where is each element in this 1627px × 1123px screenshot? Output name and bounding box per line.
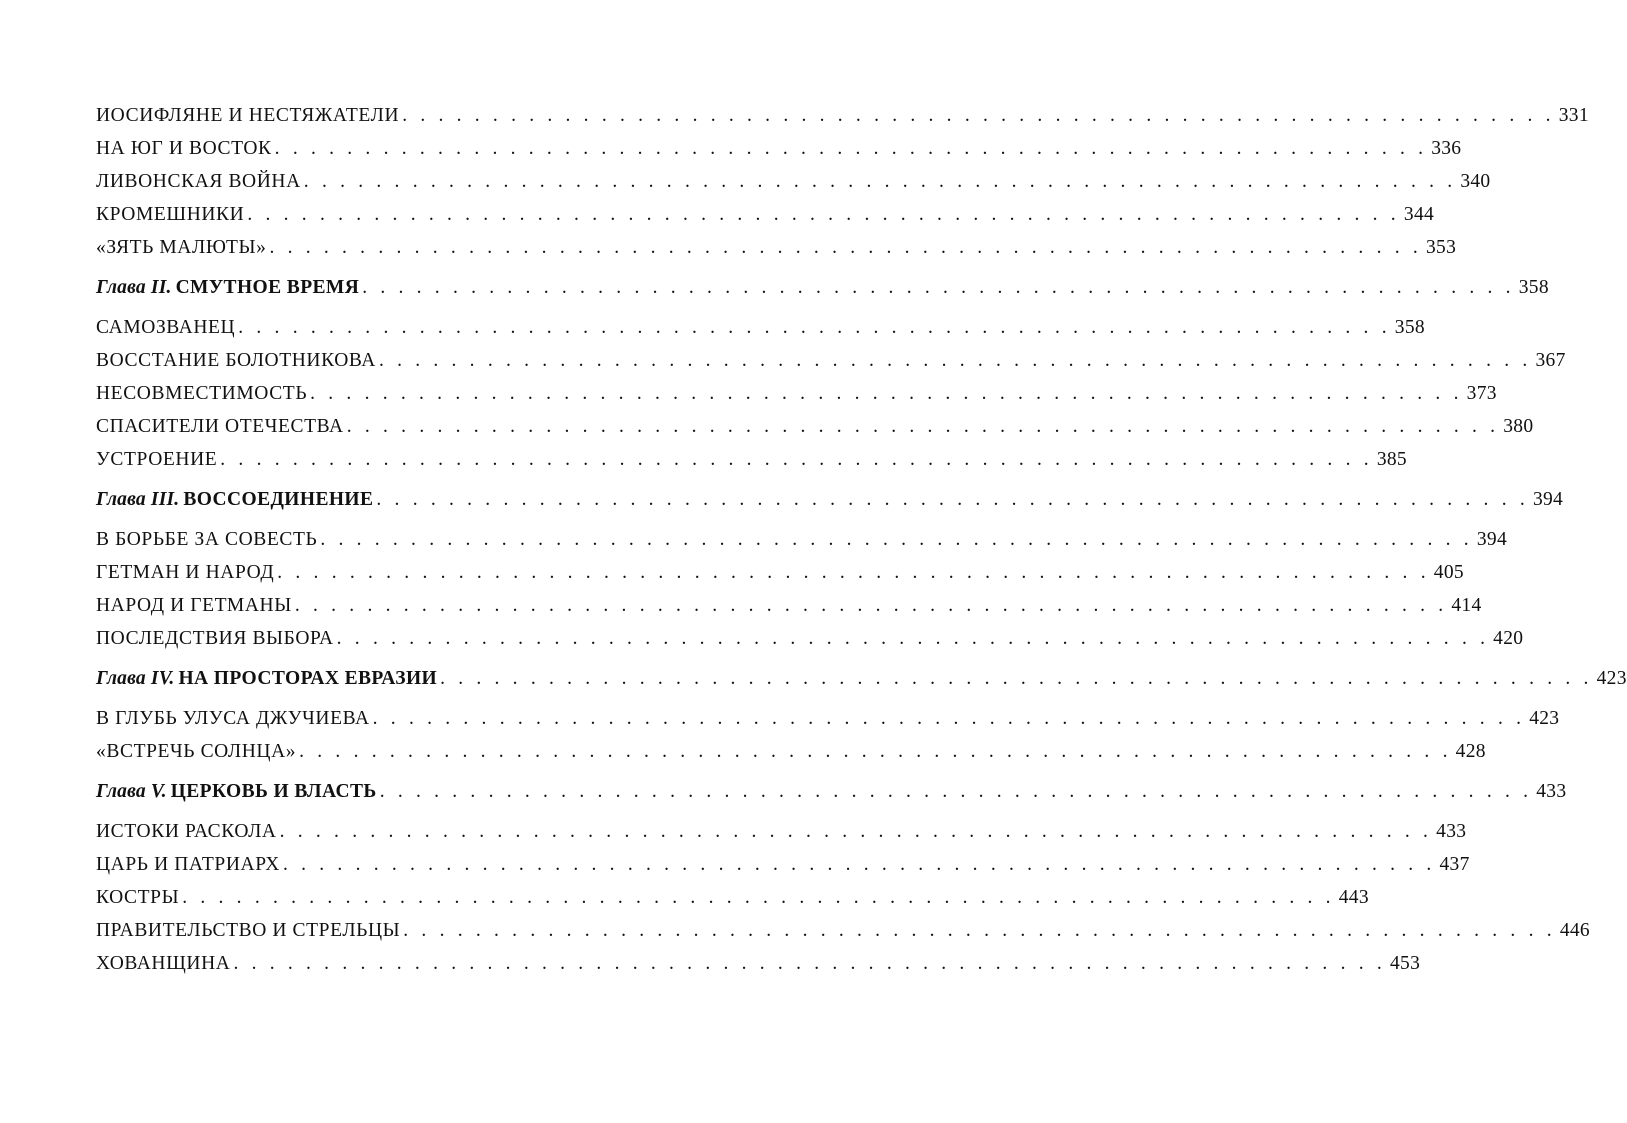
chapter-page: 423 [1596, 668, 1627, 689]
toc-entry-title: ХОВАНЩИНА [96, 953, 231, 974]
leader-dots: . . . . . . . . . . . . . . . . . . . . . . . . . . . . . . . . . . . . . . . . . . . . . . . . . . . . . . . . . . . . . . . . [282, 854, 1436, 875]
toc-entry-page: 331 [1558, 105, 1589, 126]
toc-entry-title: САМОЗВАНЕЦ [96, 317, 236, 338]
leader-dots: . . . . . . . . . . . . . . . . . . . . . . . . . . . . . . . . . . . . . . . . . . . . . . . . . . . . . . . . . . . . . . . . [269, 237, 1422, 258]
toc-entry[interactable] [96, 815, 1467, 848]
toc-entry-page: 405 [1433, 562, 1464, 583]
toc-entry[interactable] [96, 311, 1425, 344]
chapter-number: Глава IV. [96, 668, 175, 689]
toc-entry[interactable] [96, 231, 1457, 264]
leader-dots: . . . . . . . . . . . . . . . . . . . . . . . . . . . . . . . . . . . . . . . . . . . . . . . . . . . . . . . . . . . . . . . . [379, 781, 1533, 802]
toc-entry[interactable] [96, 99, 1589, 132]
chapter-name: ВОССОЕДИНЕНИЕ [183, 489, 374, 510]
toc-entry[interactable] [96, 947, 1421, 980]
toc-entry-title: ГЕТМАН И НАРОД [96, 562, 275, 583]
toc-entry-page: 423 [1529, 708, 1560, 729]
chapter-title [96, 775, 377, 808]
toc-entry[interactable] [96, 344, 1566, 377]
table-of-contents [96, 99, 1627, 980]
toc-entry-page: 443 [1338, 887, 1369, 908]
toc-entry-title: КРОМЕШНИКИ [96, 204, 245, 225]
toc-entry-title: УСТРОЕНИЕ [96, 449, 218, 470]
leader-dots: . . . . . . . . . . . . . . . . . . . . . . . . . . . . . . . . . . . . . . . . . . . . . . . . . . . . . . . . . . . . . . . . [372, 708, 1526, 729]
leader-dots: . . . . . . . . . . . . . . . . . . . . . . . . . . . . . . . . . . . . . . . . . . . . . . . . . . . . . . . . . . . . . . . . [279, 821, 1433, 842]
leader-dots: . . . . . . . . . . . . . . . . . . . . . . . . . . . . . . . . . . . . . . . . . . . . . . . . . . . . . . . . . . . . . . . . [362, 277, 1515, 298]
leader-dots: . . . . . . . . . . . . . . . . . . . . . . . . . . . . . . . . . . . . . . . . . . . . . . . . . . . . . . . . . . . . . . . . [274, 138, 1428, 159]
leader-dots: . . . . . . . . . . . . . . . . . . . . . . . . . . . . . . . . . . . . . . . . . . . . . . . . . . . . . . . . . . . . . . . . [376, 489, 1529, 510]
toc-entry[interactable] [96, 881, 1369, 914]
chapter-number: Глава III. [96, 489, 180, 510]
toc-entry-page: 340 [1460, 171, 1491, 192]
toc-entry-page: 414 [1451, 595, 1482, 616]
toc-entry-page: 394 [1476, 529, 1507, 550]
leader-dots: . . . . . . . . . . . . . . . . . . . . . . . . . . . . . . . . . . . . . . . . . . . . . . . . . . . . . . . . . . . . . . . . [336, 628, 1490, 649]
chapter-page: 433 [1536, 781, 1567, 802]
toc-entry-title: НАРОД И ГЕТМАНЫ [96, 595, 292, 616]
chapter-name: ЦЕРКОВЬ И ВЛАСТЬ [170, 781, 377, 802]
toc-entry-page: 367 [1535, 350, 1566, 371]
chapter-heading[interactable] [96, 775, 1567, 808]
leader-dots: . . . . . . . . . . . . . . . . . . . . . . . . . . . . . . . . . . . . . . . . . . . . . . . . . . . . . . . . . . . . . . . . [299, 741, 1452, 762]
toc-entry-page: 385 [1376, 449, 1407, 470]
toc-entry[interactable] [96, 848, 1470, 881]
chapter-page: 358 [1518, 277, 1549, 298]
toc-entry-title: В ГЛУБЬ УЛУСА ДЖУЧИЕВА [96, 708, 370, 729]
chapter-title [96, 662, 437, 695]
toc-entry-page: 453 [1389, 953, 1421, 974]
leader-dots: . . . . . . . . . . . . . . . . . . . . . . . . . . . . . . . . . . . . . . . . . . . . . . . . . . . . . . . . . . . . . . . . [346, 416, 1500, 437]
leader-dots: . . . . . . . . . . . . . . . . . . . . . . . . . . . . . . . . . . . . . . . . . . . . . . . . . . . . . . . . . . . . . . . . [310, 383, 1463, 404]
chapter-name: НА ПРОСТОРАХ ЕВРАЗИИ [178, 668, 438, 689]
toc-entry[interactable] [96, 589, 1482, 622]
toc-entry[interactable] [96, 198, 1435, 231]
toc-entry[interactable] [96, 622, 1524, 655]
toc-entry-page: 358 [1394, 317, 1425, 338]
chapter-heading[interactable] [96, 662, 1627, 695]
leader-dots: . . . . . . . . . . . . . . . . . . . . . . . . . . . . . . . . . . . . . . . . . . . . . . . . . . . . . . . . . . . . . . . . [403, 920, 1556, 941]
toc-entry-title: ВОССТАНИЕ БОЛОТНИКОВА [96, 350, 376, 371]
toc-entry[interactable] [96, 165, 1491, 198]
toc-entry[interactable] [96, 410, 1534, 443]
leader-dots: . . . . . . . . . . . . . . . . . . . . . . . . . . . . . . . . . . . . . . . . . . . . . . . . . . . . . . . . . . . . . . . . [320, 529, 1473, 550]
toc-entry-title: ЦАРЬ И ПАТРИАРХ [96, 854, 280, 875]
toc-entry-page: 437 [1439, 854, 1470, 875]
toc-entry-title: ИСТОКИ РАСКОЛА [96, 821, 277, 842]
toc-entry[interactable] [96, 556, 1464, 589]
toc-group [96, 99, 1589, 264]
toc-entry[interactable] [96, 702, 1560, 735]
toc-entry[interactable] [96, 914, 1590, 947]
chapter-number: Глава V. [96, 781, 167, 802]
toc-entry[interactable] [96, 523, 1507, 556]
chapter-name: СМУТНОЕ ВРЕМЯ [175, 277, 360, 298]
toc-entry-page: 344 [1403, 204, 1435, 225]
leader-dots: . . . . . . . . . . . . . . . . . . . . . . . . . . . . . . . . . . . . . . . . . . . . . . . . . . . . . . . . . . . . . . . . [440, 668, 1593, 689]
toc-group [96, 662, 1627, 768]
toc-group [96, 775, 1590, 980]
toc-entry-page: 433 [1436, 821, 1467, 842]
toc-entry[interactable] [96, 377, 1497, 410]
leader-dots: . . . . . . . . . . . . . . . . . . . . . . . . . . . . . . . . . . . . . . . . . . . . . . . . . . . . . . . . . . . . . . . . [294, 595, 1448, 616]
leader-dots: . . . . . . . . . . . . . . . . . . . . . . . . . . . . . . . . . . . . . . . . . . . . . . . . . . . . . . . . . . . . . . . . [277, 562, 1430, 583]
toc-entry[interactable] [96, 443, 1407, 476]
chapter-heading[interactable] [96, 271, 1549, 304]
toc-entry-title: СПАСИТЕЛИ ОТЕЧЕСТВА [96, 416, 344, 437]
toc-entry-title: НА ЮГ И ВОСТОК [96, 138, 272, 159]
toc-entry-title: ПОСЛЕДСТВИЯ ВЫБОРА [96, 628, 334, 649]
leader-dots: . . . . . . . . . . . . . . . . . . . . . . . . . . . . . . . . . . . . . . . . . . . . . . . . . . . . . . . . . . . . . . . . [378, 350, 1532, 371]
toc-entry-page: 420 [1493, 628, 1524, 649]
leader-dots: . . . . . . . . . . . . . . . . . . . . . . . . . . . . . . . . . . . . . . . . . . . . . . . . . . . . . . . . . . . . . . . . [303, 171, 1457, 192]
toc-group [96, 483, 1564, 655]
toc-entry-title: В БОРЬБЕ ЗА СОВЕСТЬ [96, 529, 318, 550]
toc-entry-page: 373 [1466, 383, 1497, 404]
chapter-title [96, 483, 373, 516]
toc-entry-page: 353 [1425, 237, 1457, 258]
toc-entry-title: ИОСИФЛЯНЕ И НЕСТЯЖАТЕЛИ [96, 105, 400, 126]
leader-dots: . . . . . . . . . . . . . . . . . . . . . . . . . . . . . . . . . . . . . . . . . . . . . . . . . . . . . . . . . . . . . . . . [182, 887, 1335, 908]
leader-dots: . . . . . . . . . . . . . . . . . . . . . . . . . . . . . . . . . . . . . . . . . . . . . . . . . . . . . . . . . . . . . . . . [402, 105, 1555, 126]
chapter-number: Глава II. [96, 277, 172, 298]
leader-dots: . . . . . . . . . . . . . . . . . . . . . . . . . . . . . . . . . . . . . . . . . . . . . . . . . . . . . . . . . . . . . . . . [220, 449, 1373, 470]
toc-entry-page: 428 [1455, 741, 1486, 762]
toc-entry-page: 336 [1431, 138, 1462, 159]
toc-entry-page: 380 [1503, 416, 1534, 437]
toc-entry-page: 446 [1559, 920, 1590, 941]
toc-entry-title: ЛИВОНСКАЯ ВОЙНА [96, 171, 301, 192]
toc-entry-title: КОСТРЫ [96, 887, 180, 908]
chapter-heading[interactable] [96, 483, 1564, 516]
toc-entry[interactable] [96, 735, 1486, 768]
toc-entry-title: «ВСТРЕЧЬ СОЛНЦА» [96, 741, 297, 762]
chapter-title [96, 271, 359, 304]
toc-entry-title: НЕСОВМЕСТИМОСТЬ [96, 383, 308, 404]
toc-entry-title: «ЗЯТЬ МАЛЮТЫ» [96, 237, 267, 258]
toc-entry[interactable] [96, 132, 1462, 165]
toc-group [96, 271, 1566, 476]
toc-entry-title: ПРАВИТЕЛЬСТВО И СТРЕЛЬЦЫ [96, 920, 401, 941]
leader-dots: . . . . . . . . . . . . . . . . . . . . . . . . . . . . . . . . . . . . . . . . . . . . . . . . . . . . . . . . . . . . . . . . [238, 317, 1391, 338]
leader-dots: . . . . . . . . . . . . . . . . . . . . . . . . . . . . . . . . . . . . . . . . . . . . . . . . . . . . . . . . . . . . . . . . [233, 953, 1386, 974]
chapter-page: 394 [1532, 489, 1564, 510]
leader-dots: . . . . . . . . . . . . . . . . . . . . . . . . . . . . . . . . . . . . . . . . . . . . . . . . . . . . . . . . . . . . . . . . [247, 204, 1400, 225]
